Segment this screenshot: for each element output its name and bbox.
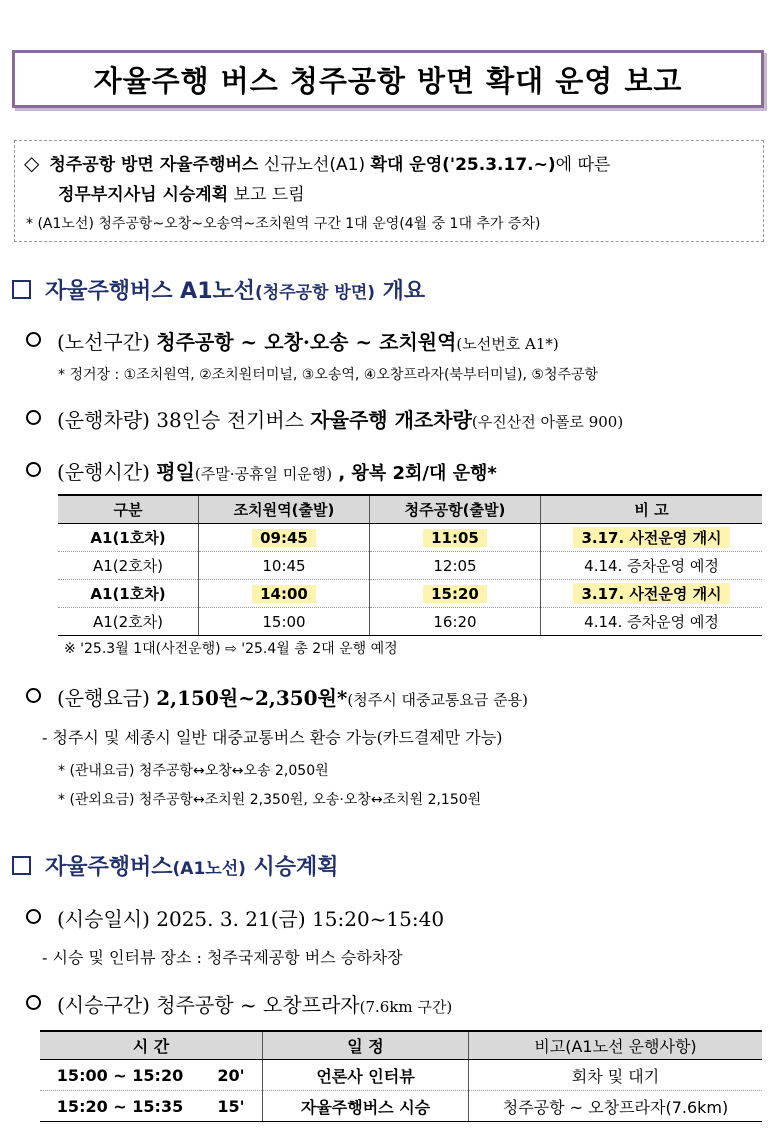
section1-heading-main: 자율주행버스 A1노선	[45, 279, 256, 304]
plan-duration: 15'	[200, 1091, 263, 1122]
ride-date-value: 2025. 3. 21(금) 15:20~15:40	[156, 907, 445, 931]
hours-frequency: , 왕복 2회/대 운행*	[332, 463, 497, 484]
schedule-cell: A1(2호차)	[58, 608, 199, 636]
fare-basis: (청주시 대중교통요금 준용)	[347, 691, 529, 709]
schedule-note: ※ '25.3월 1대(사전운행) ⇨ '25.4월 총 2대 운행 예정	[64, 641, 398, 657]
ride-segment-label: (시승구간)	[57, 993, 157, 1017]
schedule-cell: A1(1호차)	[58, 524, 199, 552]
section2-heading-tail: 시승계획	[245, 855, 339, 880]
circle-bullet-icon	[26, 332, 41, 347]
ride-segment-item	[26, 989, 452, 1018]
fare-note-2: * (관외요금) 청주공항↔조치원 2,350원, 오송·오창↔조치원 2,150원	[58, 792, 482, 808]
schedule-cell: 15:20	[423, 585, 487, 603]
schedule-cell: A1(2호차)	[58, 552, 199, 580]
plan-duration: 20'	[200, 1060, 263, 1091]
section1-heading-paren: (청주공항 방면)	[255, 283, 376, 303]
report-title: 자율주행 버스 청주공항 방면 확대 운영 보고	[93, 63, 683, 98]
fare-item	[26, 682, 528, 711]
plan-event: 자율주행버스 시승	[263, 1091, 469, 1122]
schedule-cell: 12:05	[370, 552, 541, 580]
plan-note: 회차 및 대기	[469, 1060, 763, 1091]
hours-exception: (주말·공휴일 미운행)	[194, 465, 333, 483]
summary-note: * (A1노선) 청주공항~오창~오송역~조치원역 구간 1대 운영(4월 중 1대 추가 증차)	[26, 216, 541, 232]
table-row	[40, 1091, 762, 1122]
section1-heading	[12, 274, 425, 305]
report-title-box	[12, 50, 764, 108]
circle-bullet-icon	[26, 995, 41, 1010]
schedule-cell: 3.17. 사전운영 개시	[573, 527, 729, 548]
schedule-cell: 16:20	[370, 608, 541, 636]
circle-bullet-icon	[26, 410, 41, 425]
fare-value: 2,150원~2,350원*	[156, 686, 348, 710]
table-row	[58, 608, 762, 636]
summary-subject: 청주공항 방면 자율주행버스	[49, 155, 259, 175]
schedule-cell: 11:05	[423, 529, 487, 547]
schedule-cell: 4.14. 증차운영 예정	[541, 552, 763, 580]
plan-event: 언론사 인터뷰	[263, 1060, 469, 1091]
ride-segment-distance: (7.6km 구간)	[359, 998, 453, 1016]
summary-line-2	[58, 180, 305, 205]
fare-transfer: - 청주시 및 세종시 일반 대중교통버스 환승 가능(카드결제만 가능)	[42, 728, 503, 747]
schedule-header-row	[58, 495, 762, 524]
table-row	[40, 1060, 762, 1091]
schedule-cell: 10:45	[199, 552, 370, 580]
summary-report: 보고 드림	[228, 185, 305, 205]
plan-time: 15:20 ~ 15:35	[40, 1091, 200, 1122]
summary-connector: 에 따른	[555, 155, 611, 175]
plan-header: 일 정	[263, 1031, 469, 1060]
fare-note-1: * (관내요금) 청주공항↔오창↔오송 2,050원	[58, 763, 329, 779]
hours-weekday: 평일	[156, 460, 195, 484]
diamond-bullet: ◇	[24, 151, 40, 175]
table-row	[58, 524, 762, 552]
summary-line-1	[24, 150, 610, 175]
schedule-header: 비 고	[541, 495, 763, 524]
hours-label: (운행시간)	[57, 460, 157, 484]
schedule-cell: 15:00	[199, 608, 370, 636]
ride-date-item	[26, 903, 444, 932]
schedule-cell: 14:00	[252, 585, 316, 603]
square-bullet-icon	[12, 856, 31, 875]
vehicle-label: (운행차량)	[57, 408, 157, 432]
plan-header: 비고(A1노선 운행사항)	[469, 1031, 763, 1060]
hours-item	[26, 456, 497, 485]
circle-bullet-icon	[26, 688, 41, 703]
schedule-header: 구분	[58, 495, 199, 524]
schedule-header: 청주공항(출발)	[370, 495, 541, 524]
section2-heading-main: 자율주행버스	[45, 855, 173, 880]
circle-bullet-icon	[26, 462, 41, 477]
square-bullet-icon	[12, 280, 31, 299]
table-row	[58, 580, 762, 608]
route-item	[26, 326, 559, 355]
route-label: (노선구간)	[57, 330, 157, 354]
plan-header-row	[40, 1031, 762, 1060]
plan-note: 청주공항 ~ 오창프라자(7.6km)	[469, 1091, 763, 1122]
route-value: 청주공항 ~ 오창·오송 ~ 조치원역	[156, 330, 457, 354]
vehicle-model: (우진산전 아폴로 900)	[471, 413, 624, 431]
schedule-cell: 3.17. 사전운영 개시	[573, 583, 729, 604]
circle-bullet-icon	[26, 909, 41, 924]
table-row	[58, 552, 762, 580]
ride-location: - 시승 및 인터뷰 장소 : 청주국제공항 버스 승하차장	[42, 948, 403, 967]
route-number: (노선번호 A1*)	[456, 335, 559, 353]
vehicle-item	[26, 404, 623, 433]
schedule-table	[58, 494, 762, 636]
summary-date: ('25.3.17.~)	[442, 155, 556, 175]
plan-header: 시 간	[40, 1031, 263, 1060]
plan-time: 15:00 ~ 15:20	[40, 1060, 200, 1091]
vehicle-value: 38인승 전기버스	[156, 408, 311, 432]
plan-table	[40, 1030, 762, 1122]
schedule-cell: A1(1호차)	[58, 580, 199, 608]
vehicle-type: 자율주행 개조차량	[310, 408, 472, 432]
ride-date-label: (시승일시)	[57, 907, 157, 931]
section1-heading-tail: 개요	[375, 279, 426, 304]
schedule-header: 조치원역(출발)	[199, 495, 370, 524]
schedule-cell: 09:45	[252, 529, 316, 547]
schedule-cell: 4.14. 증차운영 예정	[541, 608, 763, 636]
summary-plan: 정무부지사님 시승계획	[58, 185, 229, 205]
section2-heading-paren: (A1노선)	[172, 859, 246, 879]
stops-note: * 정거장 : ①조치원역, ②조치원터미널, ③오송역, ④오창프라자(북부터미널), ⑤청주공항	[58, 367, 599, 383]
ride-segment-value: 청주공항 ~ 오창프라자	[156, 993, 360, 1017]
section2-heading	[12, 850, 339, 881]
summary-route: 신규노선(A1)	[258, 155, 371, 175]
summary-action: 확대 운영	[370, 155, 443, 175]
fare-label: (운행요금)	[57, 686, 157, 710]
